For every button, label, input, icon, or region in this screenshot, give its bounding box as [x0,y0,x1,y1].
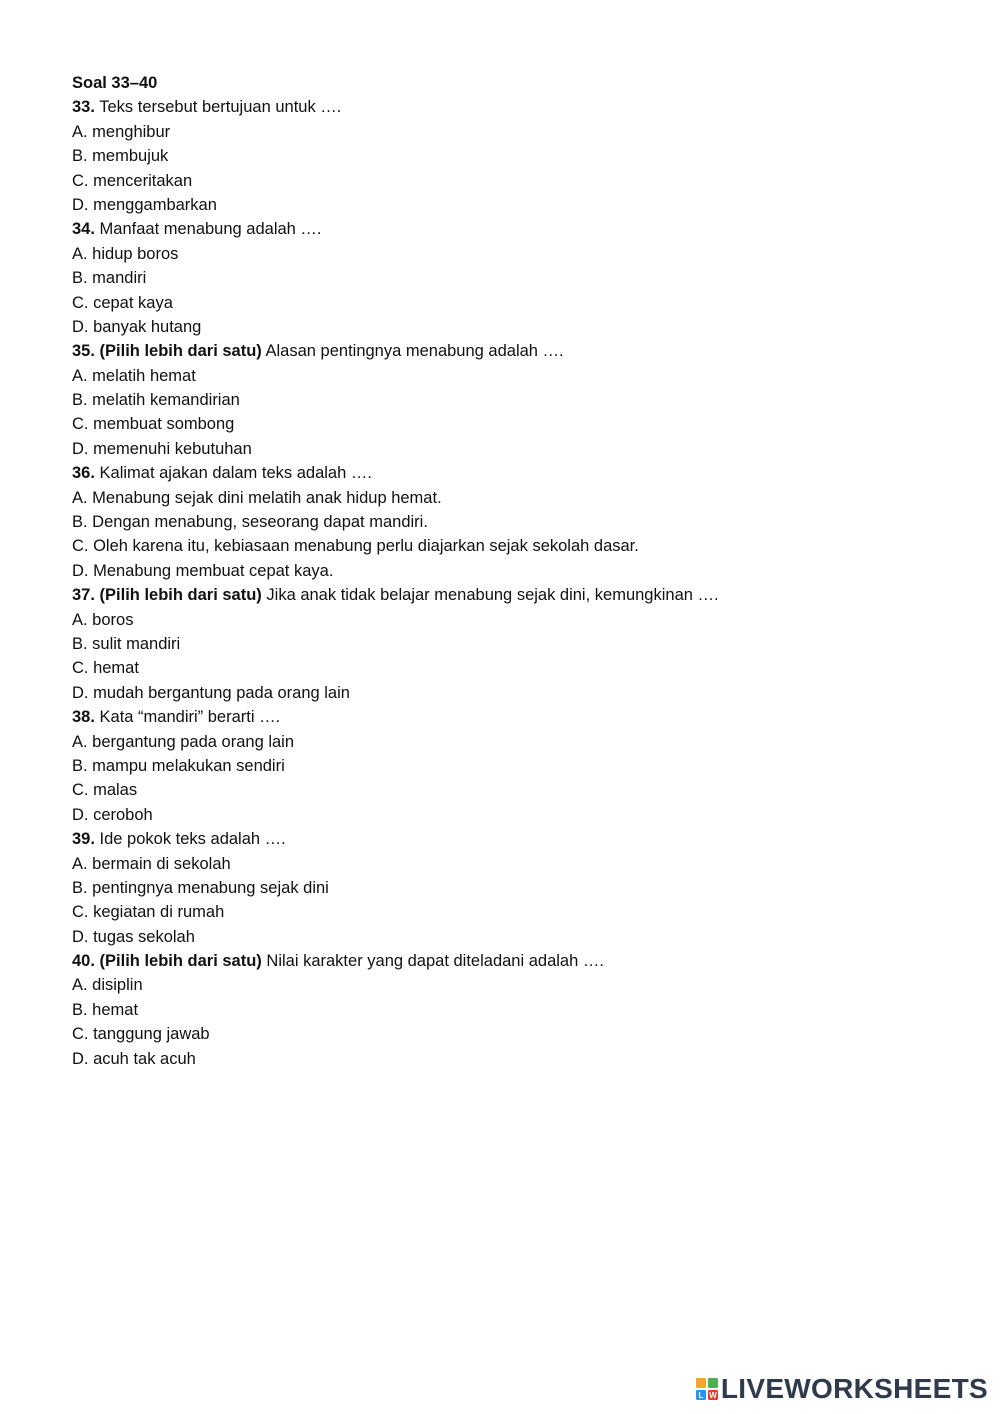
answer-option: A. bermain di sekolah [72,854,231,873]
answer-option: C. kegiatan di rumah [72,903,225,922]
question-tag: (Pilih lebih dari satu) [99,586,262,605]
question-tag: (Pilih lebih dari satu) [99,952,262,971]
answer-option: A. hidup boros [72,244,179,263]
answer-option: D. memenuhi kebutuhan [72,439,252,458]
answer-option: D. mudah bergantung pada orang lain [72,683,350,702]
question-text: Kalimat ajakan dalam teks adalah …. [99,464,372,483]
question-number: 34. [72,220,95,239]
answer-option: C. malas [72,781,138,800]
svg-text:L: L [698,1391,704,1400]
question-number: 39. [72,830,95,849]
question-text: Jika anak tidak belajar menabung sejak dini, kemungkinan …. [266,586,719,605]
question-36 [72,461,952,485]
question-text: Nilai karakter yang dapat diteladani adalah …. [266,952,604,971]
answer-option: B. mandiri [72,269,147,288]
answer-option: B. mampu melakukan sendiri [72,756,285,775]
answer-option: B. melatih kemandirian [72,391,240,410]
answer-option: B. pentingnya menabung sejak dini [72,878,329,897]
question-40 [72,949,952,973]
question-35 [72,339,952,363]
question-text: Manfaat menabung adalah …. [99,220,322,239]
answer-option: A. boros [72,610,134,629]
answer-option: C. menceritakan [72,171,193,190]
question-tag: (Pilih lebih dari satu) [99,342,262,361]
answer-option: D. tugas sekolah [72,927,195,946]
svg-text:W: W [709,1391,717,1400]
answer-option: A. melatih hemat [72,366,196,385]
answer-option: A. Menabung sejak dini melatih anak hidup hemat. [72,488,442,507]
answer-option: B. sulit mandiri [72,634,181,653]
answer-option: B. Dengan menabung, seseorang dapat mandiri. [72,513,428,532]
answer-option: D. acuh tak acuh [72,1049,196,1068]
answer-option: B. hemat [72,1000,139,1019]
question-text: Ide pokok teks adalah …. [99,830,286,849]
answer-option: A. menghibur [72,122,171,141]
question-number: 38. [72,708,95,727]
answer-option: D. ceroboh [72,805,153,824]
liveworksheets-brand [696,1372,988,1406]
answer-option: D. Menabung membuat cepat kaya. [72,561,334,580]
question-text: Kata “mandiri” berarti …. [99,708,281,727]
liveworksheets-wordmark: LIVEWORKSHEETS [720,1373,988,1404]
answer-option: A. disiplin [72,976,143,995]
answer-option: C. Oleh karena itu, kebiasaan menabung perlu diajarkan sejak sekolah dasar. [72,537,639,556]
question-list [72,95,952,1071]
question-number: 37. [72,586,95,605]
question-number: 35. [72,342,95,361]
answer-option: C. membuat sombong [72,415,235,434]
question-number: 33. [72,98,95,117]
answer-option: D. menggambarkan [72,195,217,214]
question-text: Teks tersebut bertujuan untuk …. [99,98,342,117]
answer-option: B. membujuk [72,147,169,166]
answer-option: C. hemat [72,659,139,678]
answer-option: C. tanggung jawab [72,1025,210,1044]
worksheet [72,71,952,1071]
question-number: 40. [72,952,95,971]
answer-option: A. bergantung pada orang lain [72,732,295,751]
question-number: 36. [72,464,95,483]
question-text: Alasan pentingnya menabung adalah …. [265,342,564,361]
question-38 [72,705,952,729]
question-37 [72,583,952,607]
liveworksheets-logo-icon [696,1378,718,1400]
worksheet-title: Soal 33–40 [72,74,158,92]
question-33 [72,95,952,119]
question-39 [72,827,952,851]
answer-option: C. cepat kaya [72,293,173,312]
question-34 [72,217,952,241]
answer-option: D. banyak hutang [72,317,202,336]
